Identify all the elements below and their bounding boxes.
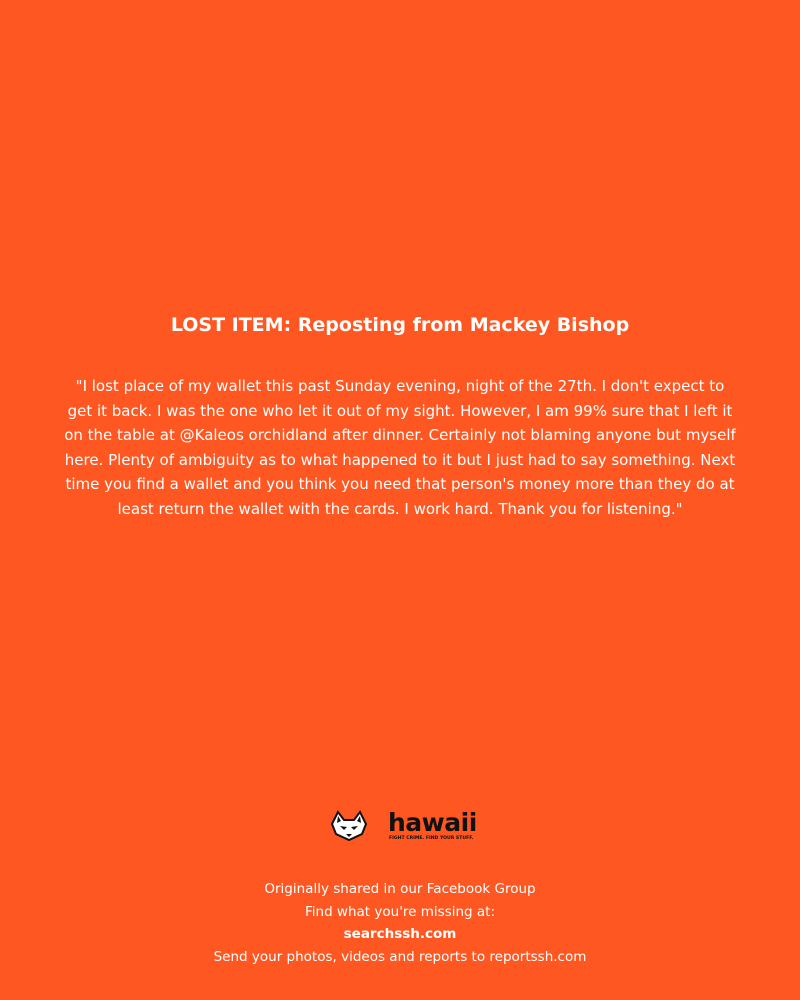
fox-icon — [332, 812, 366, 840]
footer-submit-text: Send your photos, videos and reports to reportssh.com — [213, 948, 587, 965]
footer — [0, 878, 800, 968]
footer-find-text: Find what you're missing at: — [304, 903, 496, 920]
post-body: "I lost place of my wallet this past Sunday evening, night of the 27th. I don't expect to get it back. I was the one who let it out of my sight. However, I am 99% sure that I left it on the table at @Kaleos orchidland after dinner. Certainly not blaming anyone but myself here. Plenty of ambiguity as to what happened to it but I just had to say something. Next time you find a wallet and you think you need that person's money more than they do at least return the wallet with the cards. I work hard. Thank you for listening." — [64, 377, 736, 518]
logo-tagline: FIGHT CRIME. FIND YOUR STUFF. — [389, 836, 474, 841]
logo-wordmark: hawaii — [388, 808, 477, 837]
post-title: LOST ITEM: Reposting from Mackey Bishop — [170, 314, 630, 336]
footer-origin-text: Originally shared in our Facebook Group — [264, 881, 536, 897]
brand-logo — [328, 806, 478, 842]
footer-website-link[interactable]: searchssh.com — [343, 926, 457, 942]
